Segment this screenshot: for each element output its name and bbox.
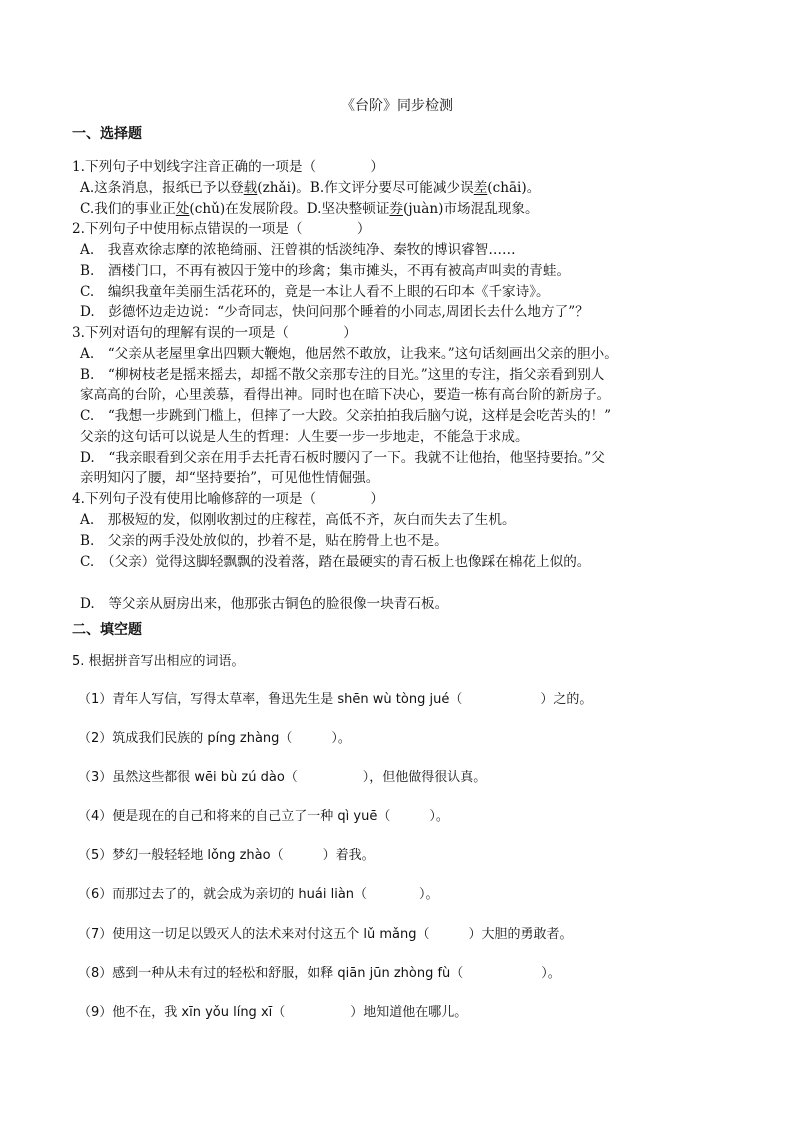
q5-item: （7）使用这一切足以毁灭人的法术来对付这五个 lǔ mǎng（ ）大胆的勇敢者。 xyxy=(78,927,573,942)
q5-item: （3）虽然这些都很 wēi bù zú dào（ ），但他做得很认真。 xyxy=(78,770,487,785)
q3-option-d-line2: 亲明知闪了腰，却“坚持要抬”，可见他性情倔强。 xyxy=(80,470,380,486)
q5-item: （9）他不在，我 xīn yǒu líng xī（ ）地知道他在哪儿。 xyxy=(78,1005,468,1020)
q3-stem: 3.下列对语句的理解有误的一项是（ ） xyxy=(72,325,357,341)
q5-item: （6）而那过去了的，就会成为亲切的 huái liàn（ ）。 xyxy=(78,887,439,902)
q1-option-b: B.作文评分要尽可能减少误差(chāi)。 xyxy=(309,180,541,196)
q1-options-ab xyxy=(80,178,540,198)
q3-option-b-line2: 家高高的台阶，心里羡慕，看得出神。同时也在暗下决心，要造一栋有高台阶的新房子。 xyxy=(80,387,611,403)
q5-item: （8）感到一种从未有过的轻松和舒服，如释 qiān jūn zhòng fù（ ）。 xyxy=(78,966,561,981)
q3-option-c-line1: C. “我想一步跳到门槛上，但摔了一大跤。父亲拍拍我后脑勺说，这样是会吃苦头的！” xyxy=(80,408,612,424)
q5-item: （2）筑成我们民族的 píng zhàng（ ）。 xyxy=(78,731,351,746)
page-title: 《台阶》同步检测 xyxy=(341,98,453,114)
q3-option-c-line2: 父亲的这句话可以说是人生的哲理：人生要一步一步地走，不能急于求成。 xyxy=(80,429,529,445)
q3-option-a: A. “父亲从老屋里拿出四颗大鞭炮，他居然不敢放，让我来。”这句话刻画出父亲的胆小。 xyxy=(80,346,618,362)
q4-stem: 4.下列句子没有使用比喻修辞的一项是（ ） xyxy=(72,491,385,507)
q4-option-d: D. 等父亲从厨房出来，他那张古铜色的脸很像一块青石板。 xyxy=(80,596,449,612)
q3-option-d-line1: D. “我亲眼看到父亲在用手去托青石板时腰闪了一下。我就不让他抬，他坚持要抬。”父 xyxy=(80,450,605,466)
q3-option-b-line1: B. “柳树枝老是摇来摇去，却摇不散父亲那专注的目光。”这里的专注，指父亲看到别人 xyxy=(80,367,605,383)
q2-option-a: A. 我喜欢徐志摩的浓艳绮丽、汪曾祺的恬淡纯净、秦牧的博识睿智…… xyxy=(80,242,516,258)
section-fill-heading: 二、填空题 xyxy=(72,622,142,638)
q5-item: （5）梦幻一般轻轻地 lǒng zhào（ ）着我。 xyxy=(78,848,375,863)
q5-item: （4）便是现在的自己和将来的自己立了一种 qì yuē（ ）。 xyxy=(78,809,449,824)
q1-option-d: D.坚决整顿证券(juàn)市场混乱现象。 xyxy=(306,201,539,217)
q2-stem: 2.下列句子中使用标点错误的一项是（ ） xyxy=(72,221,371,237)
q1-option-a: A.这条消息，报纸已予以登载(zhǎi)。 xyxy=(80,180,310,196)
section-choice-heading: 一、选择题 xyxy=(72,126,142,142)
q4-option-a: A. 那极短的发，似刚收割过的庄稼茬，高低不齐，灰白而失去了生机。 xyxy=(80,512,516,528)
q2-option-d: D. 彭德怀边走边说：“少奇同志，快问问那个睡着的小同志,周团长去什么地方了”？ xyxy=(80,304,589,320)
q1-options-cd xyxy=(80,199,539,219)
q4-option-c: C. （父亲）觉得这脚轻飘飘的没着落，踏在最硬实的青石板上也像踩在棉花上似的。 xyxy=(80,554,591,570)
q4-option-b: B. 父亲的两手没处放似的，抄着不是，贴在胯骨上也不是。 xyxy=(80,533,448,549)
q1-stem: 1.下列句子中划线字注音正确的一项是（ ） xyxy=(72,159,385,175)
q1-option-c: C.我们的事业正处(chǔ)在发展阶段。 xyxy=(80,201,307,217)
q2-option-c: C. 编织我童年美丽生活花环的，竟是一本让人看不上眼的石印本《千家诗》。 xyxy=(80,284,550,300)
q5-stem: 5. 根据拼音写出相应的词语。 xyxy=(72,654,245,669)
q5-item: （1）青年人写信，写得太草率，鲁迅先生是 shēn wù tòng jué（ ）之的。 xyxy=(78,692,593,707)
q2-option-b: B. 酒楼门口，不再有被囚于笼中的珍禽；集市摊头，不再有被高声叫卖的青蛙。 xyxy=(80,263,571,279)
